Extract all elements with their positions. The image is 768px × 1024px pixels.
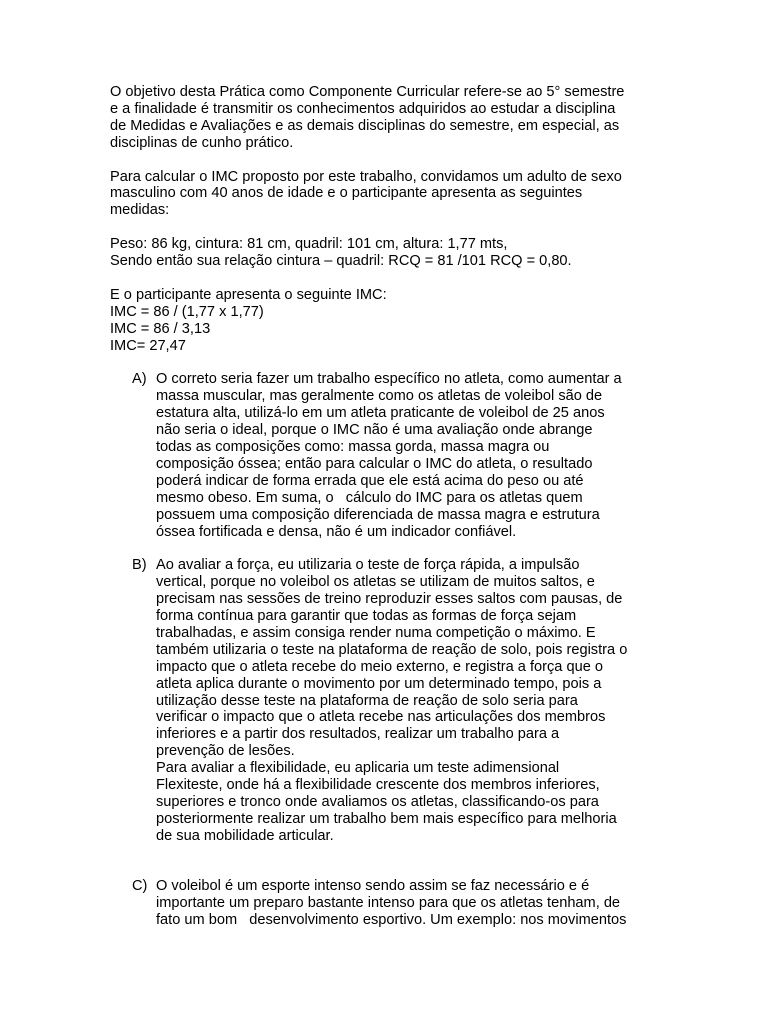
text-line: atleta aplica durante o movimento por um determinado tempo, pois a <box>156 675 602 692</box>
text-line: verificar o impacto que o atleta recebe nas articulações dos membros <box>156 709 606 726</box>
text-line: fato um bom desenvolvimento esportivo. Um exemplo: nos movimentos <box>156 912 627 929</box>
text-line: prevenção de lesões. <box>156 743 295 760</box>
text-line: todas as composições como: massa gorda, massa magra ou <box>156 438 550 455</box>
text-line: O voleibol é um esporte intenso sendo assim se faz necessário e é <box>156 878 590 895</box>
text-line: IMC = 86 / (1,77 x 1,77) <box>110 303 264 320</box>
list-item-marker: C) <box>132 878 148 895</box>
text-line: Para calcular o IMC proposto por este trabalho, convidamos um adulto de sexo <box>110 168 622 185</box>
text-line: disciplinas de cunho prático. <box>110 134 294 151</box>
imc-intro-paragraph <box>110 169 658 220</box>
list-item-marker: B) <box>132 557 147 574</box>
text-line: importante um preparo bastante intenso para que os atletas tenham, de <box>156 895 621 912</box>
text-line: trabalhadas, e assim consiga render numa competição o máximo. E <box>156 624 596 641</box>
text-line: posteriormente realizar um trabalho bem mais específico para melhoria <box>156 810 617 827</box>
text-line: vertical, porque no voleibol os atletas se utilizam de muitos saltos, e <box>156 574 595 591</box>
text-line: O objetivo desta Prática como Componente Curricular refere-se ao 5° semestre <box>110 84 625 100</box>
text-line: Para avaliar a flexibilidade, eu aplicaria um teste adimensional <box>156 760 560 777</box>
text-line: também utilizaria o teste na plataforma de reação de solo, pois registra o <box>156 641 628 658</box>
text-line: óssea fortificada e densa, não é um indicador confiável. <box>156 523 517 540</box>
text-line: possuem uma composição diferenciada de massa magra e estrutura <box>156 506 600 523</box>
text-line: precisam nas sessões de treino reproduzir esses saltos com pausas, de <box>156 591 623 608</box>
text-line: medidas: <box>110 202 170 219</box>
list-item-c <box>110 878 658 929</box>
text-line: estatura alta, utilizá-lo em um atleta praticante de voleibol de 25 anos <box>156 405 605 422</box>
text-line: IMC= 27,47 <box>110 337 186 354</box>
text-line: inferiores e a partir dos resultados, realizar um trabalho para a <box>156 726 560 743</box>
imc-calculation-paragraph <box>110 287 658 355</box>
text-line: Flexiteste, onde há a flexibilidade crescente dos membros inferiores, <box>156 777 600 794</box>
text-line: mesmo obeso. Em suma, o cálculo do IMC para os atletas quem <box>156 489 583 506</box>
text-line: de Medidas e Avaliações e as demais disciplinas do semestre, em especial, as <box>110 117 620 134</box>
text-line: superiores e tronco onde avaliamos os atletas, classificando-os para <box>156 793 599 810</box>
text-line: Peso: 86 kg, cintura: 81 cm, quadril: 101 cm, altura: 1,77 mts, <box>110 236 508 253</box>
text-line: poderá indicar de forma errada que ele está acima do peso ou até <box>156 472 584 489</box>
list-item-a <box>110 371 658 540</box>
text-line: masculino com 40 anos de idade e o participante apresenta as seguintes <box>110 185 583 202</box>
text-line: E o participante apresenta o seguinte IMC: <box>110 286 387 303</box>
intro-paragraph <box>110 84 658 152</box>
text-line: IMC = 86 / 3,13 <box>110 320 211 337</box>
text-line: utilização desse teste na plataforma de reação de solo seria para <box>156 692 578 709</box>
list-item-marker: A) <box>132 371 147 388</box>
text-line: não seria o ideal, porque o IMC não é uma avaliação onde abrange <box>156 422 593 439</box>
text-line: O correto seria fazer um trabalho específico no atleta, como aumentar a <box>156 371 622 388</box>
measures-paragraph <box>110 236 658 270</box>
text-line: de sua mobilidade articular. <box>156 827 334 844</box>
blank-line <box>110 862 658 879</box>
text-line: Sendo então sua relação cintura – quadril: RCQ = 81 /101 RCQ = 0,80. <box>110 253 572 270</box>
text-line: massa muscular, mas geralmente como os atletas de voleibol são de <box>156 388 603 405</box>
list-item-b <box>110 557 658 844</box>
text-line: impacto que o atleta recebe do meio externo, e registra a força que o <box>156 658 603 675</box>
text-line: forma contínua para garantir que todas as formas de força sejam <box>156 608 577 625</box>
text-line: e a finalidade é transmitir os conhecimentos adquiridos ao estudar a disciplina <box>110 100 616 117</box>
text-line: Ao avaliar a força, eu utilizaria o teste de força rápida, a impulsão <box>156 557 580 574</box>
document-page <box>110 84 658 946</box>
text-line: composição óssea; então para calcular o IMC do atleta, o resultado <box>156 455 593 472</box>
